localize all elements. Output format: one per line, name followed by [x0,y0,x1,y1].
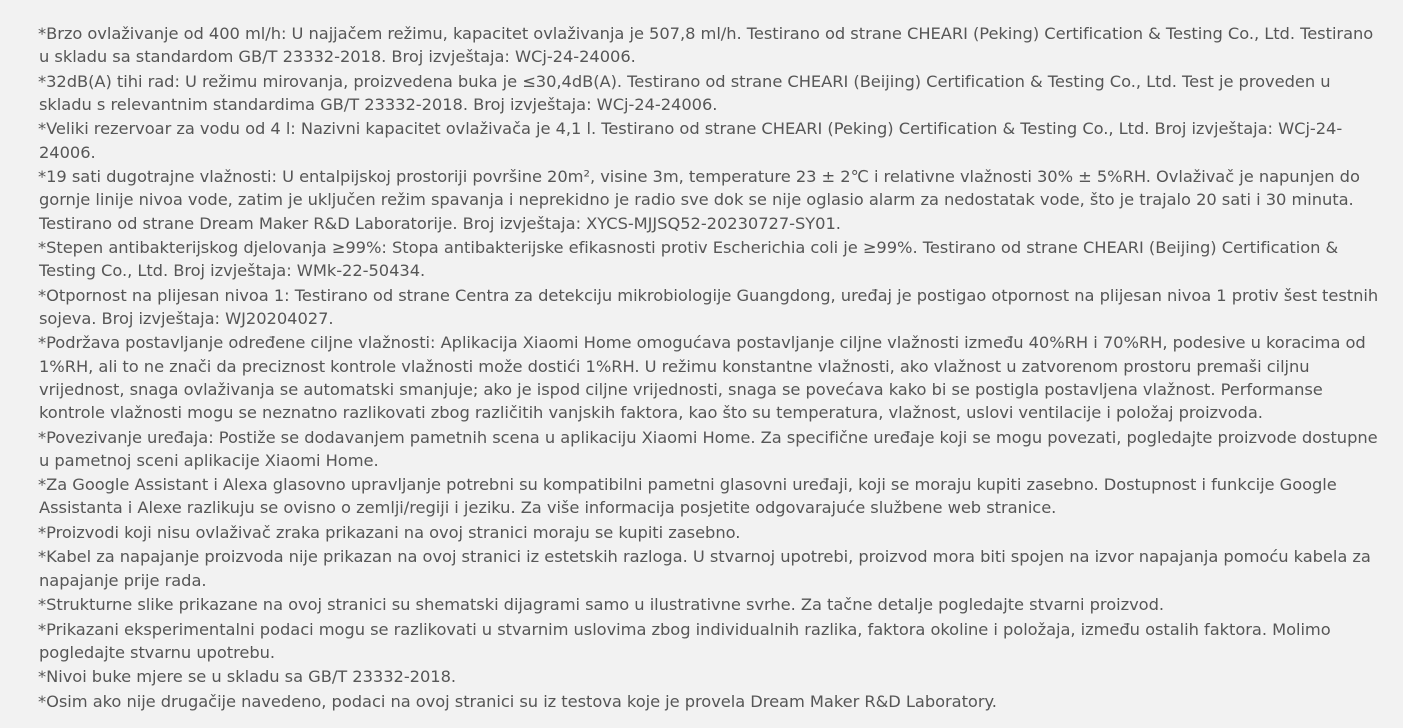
footnote-data-source: *Osim ako nije drugačije navedeno, podaci na ovoj stranici su iz testova koje je provela Dream Maker R&D Laboratory. [38,691,997,711]
footnote-experimental-data: *Prikazani eksperimentalni podaci mogu se razlikovati u stvarnim uslovima zbog individualnih razlika, faktora okoline i položaja, između ostalih faktora. Molimo pogledajte stvarnu upotrebu. [38,619,1331,662]
footnote-voice-control: *Za Google Assistant i Alexa glasovno upravljanje potrebni su kompatibilni pametni glasovni uređaji, koji se moraju kupiti zasebno. Dostupnost i funkcije Google Assistanta i Alexe razlikuju se ovisno o zemlji/regiji i jeziku. Za više informacija posjetite odgovarajuće službene web stranice. [38,475,1337,518]
footnote-structural-images: *Strukturne slike prikazane na ovoj stranici su shematski dijagrami samo u ilustrativne svrhe. Za tačne detalje pogledajte stvarni proizvod. [38,595,1164,615]
footnotes-section [39,22,1379,714]
footnote-noise-standard: *Nivoi buke mjere se u skladu sa GB/T 23332-2018. [38,667,457,687]
footnote-water-tank: *Veliki rezervoar za vodu od 4 l: Nazivni kapacitet ovlaživača je 4,1 l. Testirano od strane CHEARI (Peking) Certification & Testing Co., Ltd. Broj izvještaja: WCj-24-24006. [38,119,1343,162]
footnote-humidification-rate: *Brzo ovlaživanje od 400 ml/h: U najjačem režimu, kapacitet ovlaživanja je 507,8 ml/h. Testirano od strane CHEARI (Peking) Certification & Testing Co., Ltd. Testirano u skladu sa standardom GB/T 23332-2018. Broj izvještaja: WCj-24-24006. [38,24,1374,67]
footnote-device-linking: *Povezivanje uređaja: Postiže se dodavanjem pametnih scena u aplikaciju Xiaomi Home. Za specifične uređaje koji se mogu povezati, pogledajte proizvode dostupne u pametnoj sceni aplikacije Xiaomi Home. [38,427,1378,470]
footnote-long-lasting-humidity: *19 sati dugotrajne vlažnosti: U entalpijskoj prostoriji površine 20m², visine 3m, temperature 23 ± 2℃ i relativne vlažnosti 30% ± 5%RH. Ovlaživač je napunjen do gornje linije nivoa vode, zatim je uključen režim spavanja i neprekidno je radio sve dok se nije oglasio alarm za nedostatak vode, što je trajalo 20 sati i 30 minuta. Testirano od strane Dream Maker R&D Laboratorije. Broj izvještaja: XYCS-MJJSQ52-20230727-SY01. [38,167,1360,233]
footnote-other-products: *Proizvodi koji nisu ovlaživač zraka prikazani na ovoj stranici moraju se kupiti zasebno. [38,522,741,542]
footnote-antibacterial: *Stepen antibakterijskog djelovanja ≥99%: Stopa antibakterijske efikasnosti protiv Escherichia coli je ≥99%. Testirano od strane CHEARI (Beijing) Certification & Testing Co., Ltd. Broj izvještaja: WMk-22-50434. [38,238,1339,281]
footnote-target-humidity: *Podržava postavljanje određene ciljne vlažnosti: Aplikacija Xiaomi Home omogućava postavljanje ciljne vlažnosti između 40%RH i 70%RH, podesive u koracima od 1%RH, ali to ne znači da preciznost kontrole vlažnosti može dostići 1%RH. U režimu konstantne vlažnosti, ako vlažnost u zatvorenom prostoru premaši ciljnu vrijednost, snaga ovlaživanja se automatski smanjuje; ako je ispod ciljne vrijednosti, snaga se povećava kako bi se postigla postavljena vlažnost. Performanse kontrole vlažnosti mogu se neznatno razlikovati zbog različitih vanjskih faktora, kao što su temperatura, vlažnost, uslovi ventilacije i položaj proizvoda. [38,333,1366,423]
footnote-mold-resistance: *Otpornost na plijesan nivoa 1: Testirano od strane Centra za detekciju mikrobiologije Guangdong, uređaj je postigao otpornost na plijesan nivoa 1 protiv šest testnih sojeva. Broj izvještaja: WJ20204027. [38,285,1379,328]
footnote-quiet-operation: *32dB(A) tihi rad: U režimu mirovanja, proizvedena buka je ≤30,4dB(A). Testirano od strane CHEARI (Beijing) Certification & Testing Co., Ltd. Test je proveden u skladu s relevantnim standardima GB/T 23332-2018. Broj izvještaja: WCj-24-24006. [38,71,1331,114]
footnote-power-cable: *Kabel za napajanje proizvoda nije prikazan na ovoj stranici iz estetskih razloga. U stvarnoj upotrebi, proizvod mora biti spojen na izvor napajanja pomoću kabela za napajanje prije rada. [38,547,1371,590]
